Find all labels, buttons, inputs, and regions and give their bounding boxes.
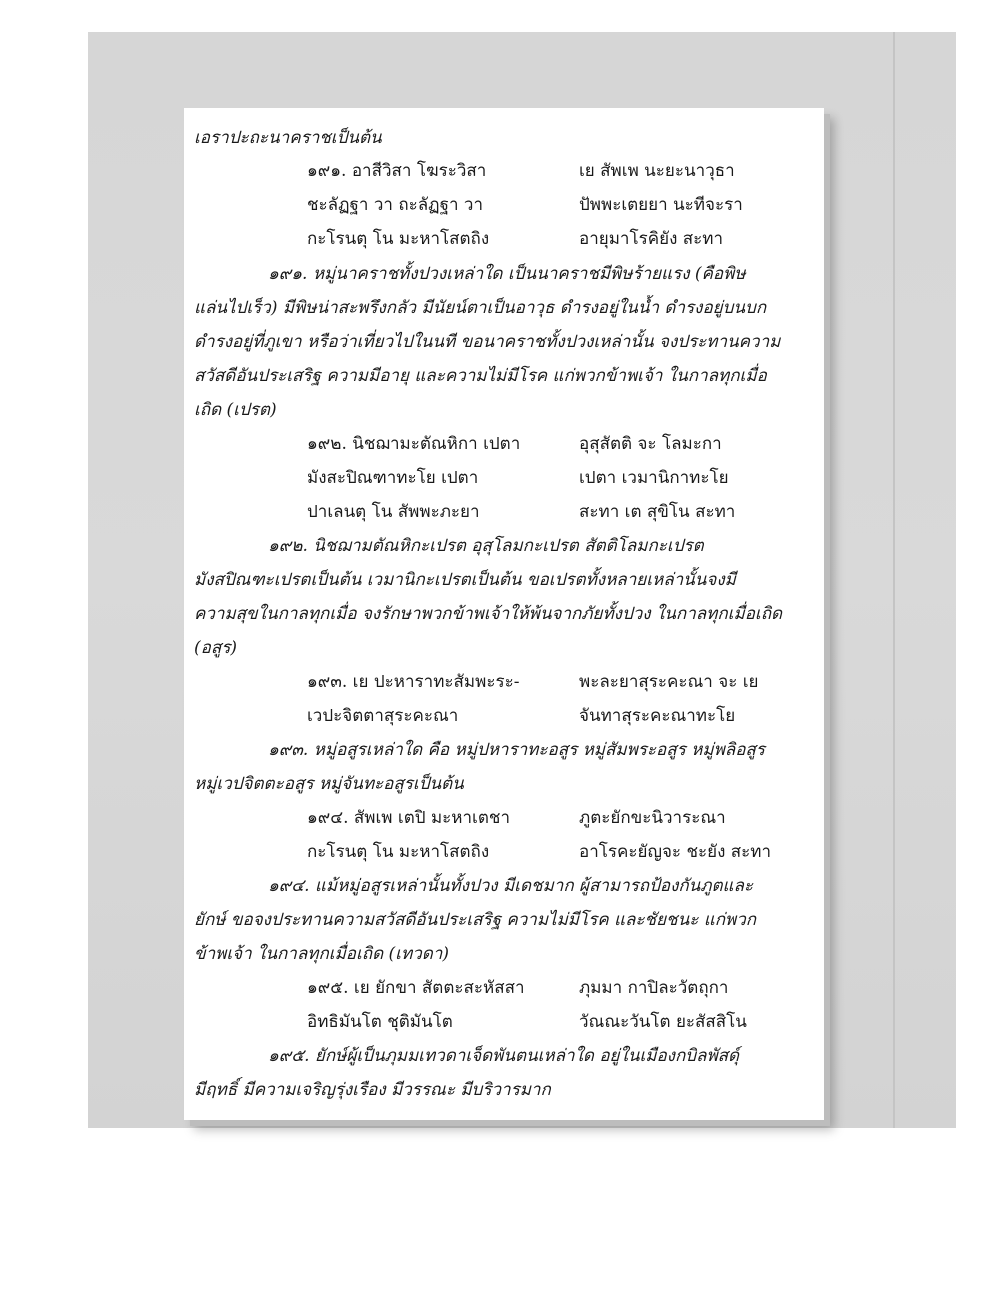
trans-194-line-2: ยักษ์ ขอจงประทานความสวัสดีอันประเสริฐ ความไม่มีโรค และชัยชนะ แก่พวก bbox=[194, 910, 757, 930]
verse-195-line-2a: อิทธิมันโต ชุติมันโต bbox=[307, 1012, 453, 1032]
verse-192-line-2a: มังสะปิณฑาทะโย เปตา bbox=[307, 468, 479, 488]
verse-194-line-1b: ภูตะยักขะนิวาระณา bbox=[579, 808, 726, 828]
verse-194-line-2a: กะโรนตุ โน มะหาโสตถิง bbox=[307, 842, 490, 862]
trans-191-line-1: ๑๙๑. หมู่นาคราชทั้งปวงเหล่าใด เป็นนาคราชมีพิษร้ายแรง (คือพิษ bbox=[268, 264, 746, 284]
trans-191-line-4: สวัสดีอันประเสริฐ ความมีอายุ และความไม่มีโรค แก่พวกข้าพเจ้า ในกาลทุกเมื่อ bbox=[194, 366, 767, 386]
trans-193-line-1: ๑๙๓. หมู่อสูรเหล่าใด คือ หมู่ปหาราทะอสูร หมู่สัมพระอสูร หมู่พลิอสูร bbox=[268, 740, 765, 760]
trans-193-line-2: หมู่เวปจิตตะอสูร หมู่จันทะอสูรเป็นต้น bbox=[194, 774, 464, 794]
trans-194-line-1: ๑๙๔. แม้หมู่อสูรเหล่านั้นทั้งปวง มีเดชมาก ผู้สามารถป้องกันภูตและ bbox=[268, 876, 754, 896]
verse-191-line-3b: อายุมาโรคิยัง สะทา bbox=[579, 229, 724, 249]
verse-193-line-1a: ๑๙๓. เย ปะหาราทะสัมพะระ- bbox=[307, 672, 520, 692]
trans-191-line-5: เถิด (เปรต) bbox=[194, 400, 277, 420]
verse-192-line-1a: ๑๙๒. นิชฌามะตัณหิกา เปตา bbox=[307, 434, 521, 454]
verse-195-line-1b: ภุมมา กาปิละวัตถุกา bbox=[579, 978, 729, 998]
verse-192-line-2b: เปตา เวมานิกาทะโย bbox=[579, 468, 729, 488]
trans-191-line-2: แล่นไปเร็ว) มีพิษน่าสะพรึงกลัว มีนัยน์ตาเป็นอาวุธ ดำรงอยู่ในน้ำ ดำรงอยู่บนบก bbox=[194, 298, 767, 318]
trans-194-line-3: ข้าพเจ้า ในกาลทุกเมื่อเถิด (เทวดา) bbox=[194, 944, 449, 964]
verse-194-line-2b: อาโรคะยัญจะ ชะยัง สะทา bbox=[579, 842, 772, 862]
scan-edge-line bbox=[893, 32, 895, 1128]
intro-line: เอราปะถะนาคราชเป็นต้น bbox=[194, 128, 382, 148]
verse-191-line-1b: เย สัพเพ นะยะนาวุธา bbox=[579, 161, 735, 181]
trans-195-line-1: ๑๙๕. ยักษ์ผู้เป็นภุมมเทวดาเจ็ดพันตนเหล่าใด อยู่ในเมืองกบิลพัสดุ์ bbox=[268, 1046, 740, 1066]
verse-192-line-3a: ปาเลนตุ โน สัพพะภะยา bbox=[307, 502, 480, 522]
verse-191-line-2b: ปัพพะเตยยา นะทีจะรา bbox=[579, 195, 743, 215]
trans-192-line-3: ความสุขในกาลทุกเมื่อ จงรักษาพวกข้าพเจ้าให้พ้นจากภัยทั้งปวง ในกาลทุกเมื่อเถิด bbox=[194, 604, 783, 624]
verse-194-line-1a: ๑๙๔. สัพเพ เตปิ มะหาเตชา bbox=[307, 808, 510, 828]
verse-191-line-2a: ชะลัฏฐา วา ถะลัฏฐา วา bbox=[307, 195, 484, 215]
verse-195-line-1a: ๑๙๕. เย ยักขา สัตตะสะหัสสา bbox=[307, 978, 525, 998]
verse-191-line-3a: กะโรนตุ โน มะหาโสตถิง bbox=[307, 229, 490, 249]
verse-193-line-2b: จันทาสุระคะณาทะโย bbox=[579, 706, 736, 726]
trans-191-line-3: ดำรงอยู่ที่ภูเขา หรือว่าเที่ยวไปในนที ขอนาคราชทั้งปวงเหล่านั้น จงประทานความ bbox=[194, 332, 781, 352]
trans-192-line-1: ๑๙๒. นิชฌามตัณหิกะเปรต อุสุโลมกะเปรต สัตติโลมกะเปรต bbox=[268, 536, 704, 556]
trans-192-line-4: (อสูร) bbox=[194, 638, 237, 658]
trans-192-line-2: มังสปิณฑะเปรตเป็นต้น เวมานิกะเปรตเป็นต้น ขอเปรตทั้งหลายเหล่านั้นจงมี bbox=[194, 570, 736, 590]
verse-191-line-1a: ๑๙๑. อาสีวิสา โฆระวิสา bbox=[307, 161, 487, 181]
verse-195-line-2b: วัณณะวันโต ยะสัสสิโน bbox=[579, 1012, 747, 1032]
verse-193-line-2a: เวปะจิตตาสุระคะณา bbox=[307, 706, 459, 726]
trans-195-line-2: มีฤทธิ์ มีความเจริญรุ่งเรือง มีวรรณะ มีบริวารมาก bbox=[194, 1080, 551, 1100]
verse-192-line-1b: อุสุสัตติ จะ โลมะกา bbox=[579, 434, 722, 454]
verse-192-line-3b: สะทา เต สุขิโน สะทา bbox=[579, 502, 736, 522]
verse-193-line-1b: พะละยาสุระคะณา จะ เย bbox=[579, 672, 759, 692]
